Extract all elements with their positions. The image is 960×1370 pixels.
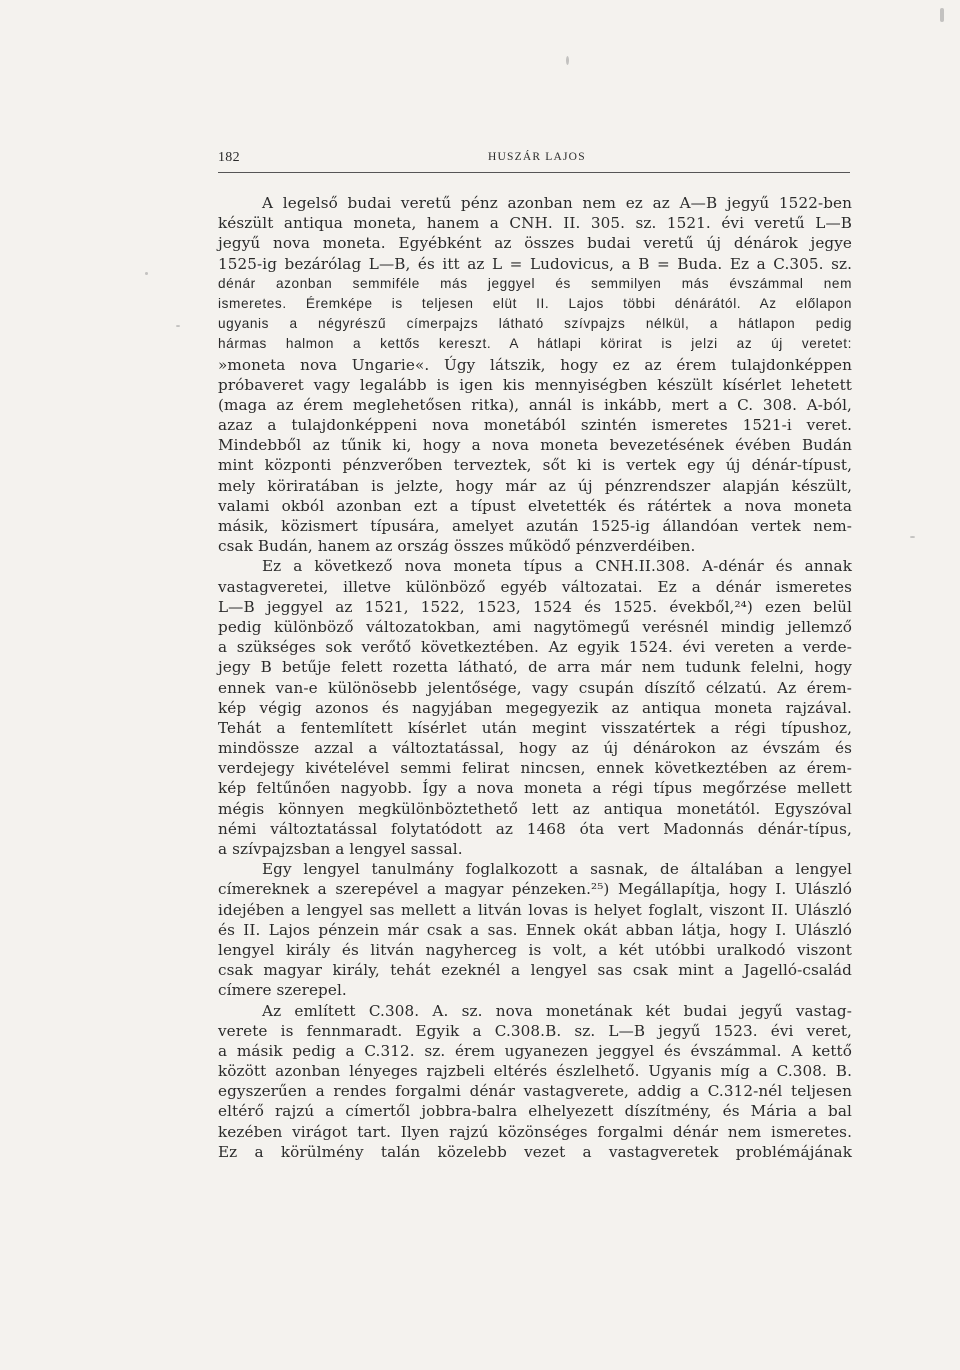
text-line: verete is fennmaradt. Egyik a C.308.B. sz. L—B jegyű 1523. évi veret, (218, 1021, 852, 1040)
text-line: Egy lengyel tanulmány foglalkozott a sasnak, de általában a lengyel (262, 860, 852, 879)
text-line: lengyel király és litván nagyherceg is volt, a két utóbbi uralkodó viszont (218, 940, 852, 959)
text-line: csak Budán, hanem az ország összes működő pénzverdéiben. (218, 537, 696, 556)
text-line: idejében a lengyel sas mellett a litván lovas is helyet foglalt, viszont II. Ulászló (218, 900, 852, 919)
text-line: jegyű nova moneta. Egyébként az összes budai veretű új dénárok jegye (218, 234, 852, 253)
text-line: pedig különböző változatokban, ami nagytömegű verésnél mindig jellemző (218, 617, 852, 636)
text-line: készült antiqua moneta, hanem a CNH. II. 305. sz. 1521. évi veretű L—B (218, 214, 852, 233)
text-line: hármas halmon a kettős kereszt. A hátlapi körirat is jelzi az új veretet: (218, 336, 852, 352)
text-line: dénár azonban semmiféle más jeggyel és semmilyen más évszámmal nem (218, 275, 852, 291)
text-line: a szükséges sok verőtő következtében. Az egyik 1524. évi vereten a verde- (218, 638, 852, 657)
page-header (218, 148, 850, 173)
text-line: mint központi pénzverőben terveztek, sőt ki is vertek egy új dénár-típust, (218, 456, 852, 475)
text-line: másik, közismert típusára, amelyet azután 1525-ig állandóan vertek nem- (218, 517, 852, 535)
text-line: vastagveretei, illetve különböző egyéb változatai. Ez a dénár ismeretes (218, 577, 852, 596)
scan-speck (566, 56, 569, 65)
scan-speck (940, 8, 944, 22)
text-line: kép feltűnően nagyobb. Így a nova moneta a régi típus megőrzése mellett (218, 779, 852, 798)
page-number: 182 (218, 150, 240, 165)
scan-speck (910, 536, 915, 538)
text-line: valami okból azonban ezt a típust elvetették és rátértek a nova moneta (218, 496, 852, 515)
text-line: 1525-ig bezárólag L—B, és itt az L = Ludovicus, a B = Buda. Ez a C.305. sz. (218, 254, 852, 273)
text-line: L—B jeggyel az 1521, 1522, 1523, 1524 és 1525. évekből,²⁴) ezen belül (218, 597, 852, 616)
body-text (218, 193, 852, 1162)
text-line: némi változtatással folytatódott az 1468 óta vert Madonnás dénár-típus, (218, 819, 852, 838)
text-line: kezében virágot tart. Ilyen rajzú közönséges forgalmi dénár nem ismeretes. (218, 1122, 852, 1141)
text-line: címereknek a szerepével a magyar pénzeken.²⁵) Megállapítja, hogy I. Ulászló (218, 880, 852, 899)
text-line: egyszerűen a rendes forgalmi dénár vastagverete, addig a C.312-nél teljesen (218, 1082, 852, 1101)
text-line: csak magyar király, tehát ezeknél a lengyel sas csak mint a Jagelló-család (218, 961, 852, 980)
text-line: ugyanis a négyrészű címerpajzs látható szívpajzs nélkül, a hátlapon pedig (218, 316, 852, 332)
text-line: ismeretes. Éremképe is teljesen elüt II. Lajos többi dénárától. Az előlapon (218, 295, 852, 311)
text-line: Tehát a fentemlített kísérlet után megint visszatértek a régi típushoz, (218, 718, 852, 737)
text-line: Ez a következő nova moneta típus a CNH.II.308. A-dénár és annak (262, 557, 852, 576)
text-line: próbaveret vagy legalább is igen kis mennyiségben készült kísérlet lehetett (218, 375, 852, 394)
text-line: jegy B betűje felett rozetta látható, de arra már nem tudunk felelni, hogy (218, 658, 852, 677)
scan-speck (145, 272, 148, 275)
text-line: A legelső budai veretű pénz azonban nem ez az A—B jegyű 1522-ben (262, 194, 852, 212)
text-line: Ez a körülmény talán közelebb vezet a vastagveretek problémájának (218, 1142, 852, 1161)
text-line: Mindebből az tűnik ki, hogy a nova moneta bevezetésének évében Budán (218, 436, 852, 455)
text-line: mindössze azzal a változtatással, hogy az új dénárokon az évszám és (218, 739, 852, 758)
text-line: a szívpajzsban a lengyel sassal. (218, 840, 463, 858)
running-head: HUSZÁR LAJOS (488, 151, 586, 163)
text-line: eltérő rajzú a címertől jobbra-balra elhelyezett díszítmény, és Mária a bal (218, 1102, 852, 1121)
text-line: verdejegy kivételével semmi felirat nincsen, ennek következtében az érem- (218, 759, 852, 778)
scan-speck (176, 325, 180, 327)
text-line: ennek van-e különösebb jelentősége, vagy csupán díszítő célzatú. Az érem- (218, 678, 852, 697)
text-line: Az említett C.308. A. sz. nova monetának két budai jegyű vastag- (262, 1001, 852, 1020)
text-line: címere szerepel. (218, 981, 347, 1000)
text-line: és II. Lajos pénzein már csak a sas. Ennek okát abban látja, hogy I. Ulászló (218, 920, 852, 939)
text-line: mégis könnyen megkülönböztethető lett az antiqua monetától. Egyszóval (218, 799, 852, 818)
text-line: kép végig azonos és nagyjában megegyezik az antiqua moneta rajzával. (218, 698, 852, 717)
text-line: (maga az érem meglehetősen ritka), annál is inkább, mert a C. 308. A-ból, (218, 395, 852, 414)
text-line: mely köriratában is jelzte, hogy már az új pénzrendszer alapján készült, (218, 476, 852, 495)
text-line: »moneta nova Ungarie«. Úgy látszik, hogy ez az érem tulajdonképpen (218, 355, 852, 374)
text-line: azaz a tulajdonképpeni nova monetából szintén ismeretes 1521-i veret. (218, 416, 852, 435)
text-line: a másik pedig a C.312. sz. érem ugyanezen jeggyel és évszámmal. A kettő (218, 1041, 852, 1060)
text-line: között azonban lényeges rajzbeli eltérés észlelhető. Ugyanis míg a C.308. B. (218, 1062, 852, 1081)
